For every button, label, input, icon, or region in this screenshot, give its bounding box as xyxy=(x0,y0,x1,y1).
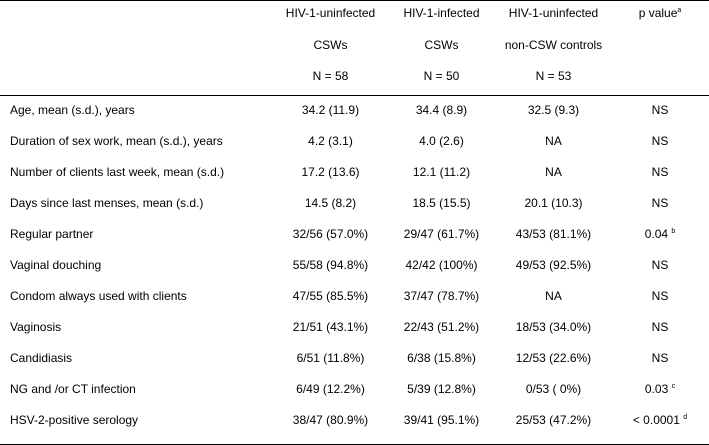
row-value-infected-csw: 6/38 (15.8%) xyxy=(407,351,476,365)
row-label: Candidiasis xyxy=(10,351,73,365)
row-pvalue xyxy=(611,351,709,365)
row-label: Vaginal douching xyxy=(10,258,102,272)
row-value-noncsw-control: 0/53 ( 0%) xyxy=(525,382,582,396)
row-pvalue xyxy=(611,227,709,241)
header-col3-line1: HIV-1-uninfected xyxy=(508,6,599,20)
row-label: NG and /or CT infection xyxy=(10,382,136,396)
pvalue-text: NS xyxy=(651,196,669,210)
row-value-infected-csw: 34.4 (8.9) xyxy=(415,103,468,117)
row-pvalue xyxy=(611,258,709,272)
pvalue-text: 0.03 xyxy=(644,382,669,396)
row-value-noncsw-control: 25/53 (47.2%) xyxy=(515,413,592,427)
row-value-infected-csw: 5/39 (12.8%) xyxy=(407,382,476,396)
row-pvalue xyxy=(611,289,709,303)
pvalue-footnote: d xyxy=(683,414,688,421)
row-label: Duration of sex work, mean (s.d.), years xyxy=(10,134,223,148)
header-rule xyxy=(0,95,709,96)
row-value-uninfected-csw: 14.5 (8.2) xyxy=(304,196,357,210)
top-rule xyxy=(0,0,709,1)
row-pvalue xyxy=(611,196,709,210)
row-pvalue xyxy=(611,134,709,148)
row-value-infected-csw: 22/43 (51.2%) xyxy=(403,320,480,334)
header-col1-line1: HIV-1-uninfected xyxy=(285,6,376,20)
pvalue-footnote: b xyxy=(671,228,676,235)
row-value-noncsw-control: 12/53 (22.6%) xyxy=(515,351,592,365)
row-value-uninfected-csw: 55/58 (94.8%) xyxy=(292,258,369,272)
row-value-noncsw-control: 18/53 (34.0%) xyxy=(515,320,592,334)
row-value-uninfected-csw: 21/51 (43.1%) xyxy=(292,320,369,334)
row-label: Days since last menses, mean (s.d.) xyxy=(10,196,204,210)
header-col2-line1: HIV-1-infected xyxy=(403,6,480,20)
pvalue-text: 0.04 xyxy=(644,227,669,241)
row-value-noncsw-control: 32.5 (9.3) xyxy=(527,103,580,117)
row-value-uninfected-csw: 34.2 (11.9) xyxy=(301,103,360,117)
row-pvalue xyxy=(611,413,709,427)
header-col3-line2: non-CSW controls xyxy=(504,38,603,52)
header-pvalue xyxy=(611,6,709,20)
row-value-noncsw-control: 49/53 (92.5%) xyxy=(515,258,592,272)
pvalue-text: NS xyxy=(651,320,669,334)
row-value-uninfected-csw: 6/51 (11.8%) xyxy=(296,351,365,365)
row-value-uninfected-csw: 47/55 (85.5%) xyxy=(292,289,369,303)
pvalue-text: NS xyxy=(651,258,669,272)
row-value-uninfected-csw: 38/47 (80.9%) xyxy=(292,413,369,427)
row-value-noncsw-control: NA xyxy=(545,134,562,148)
row-value-uninfected-csw: 4.2 (3.1) xyxy=(308,134,353,148)
row-value-infected-csw: 18.5 (15.5) xyxy=(412,196,471,210)
row-label: Age, mean (s.d.), years xyxy=(10,103,135,117)
row-value-infected-csw: 37/47 (78.7%) xyxy=(403,289,480,303)
pvalue-text: NS xyxy=(651,165,669,179)
row-value-infected-csw: 4.0 (2.6) xyxy=(419,134,464,148)
row-value-noncsw-control: 20.1 (10.3) xyxy=(524,196,583,210)
row-value-uninfected-csw: 6/49 (12.2%) xyxy=(296,382,365,396)
row-label: Condom always used with clients xyxy=(10,289,187,303)
row-label: Vaginosis xyxy=(10,320,62,334)
row-value-uninfected-csw: 32/56 (57.0%) xyxy=(292,227,369,241)
row-value-uninfected-csw: 17.2 (13.6) xyxy=(301,165,360,179)
header-col1-line2: CSWs xyxy=(313,38,348,52)
row-pvalue xyxy=(611,103,709,117)
header-col2-line3: N = 50 xyxy=(423,69,460,83)
row-value-noncsw-control: 43/53 (81.1%) xyxy=(515,227,592,241)
row-value-noncsw-control: NA xyxy=(545,289,562,303)
row-label: Number of clients last week, mean (s.d.) xyxy=(10,165,225,179)
row-value-infected-csw: 12.1 (11.2) xyxy=(412,165,471,179)
pvalue-text: < 0.0001 xyxy=(632,413,680,427)
header-pvalue-label: p value xyxy=(638,6,678,20)
row-pvalue xyxy=(611,382,709,396)
header-col3-line3: N = 53 xyxy=(535,69,572,83)
pvalue-text: NS xyxy=(651,134,669,148)
row-label: Regular partner xyxy=(10,227,94,241)
row-value-infected-csw: 39/41 (95.1%) xyxy=(403,413,480,427)
row-pvalue xyxy=(611,165,709,179)
row-value-infected-csw: 29/47 (61.7%) xyxy=(403,227,480,241)
header-col2-line2: CSWs xyxy=(424,38,459,52)
row-label: HSV-2-positive serology xyxy=(10,413,139,427)
row-pvalue xyxy=(611,320,709,334)
pvalue-text: NS xyxy=(651,351,669,365)
header-pvalue-footnote: a xyxy=(677,7,682,14)
pvalue-text: NS xyxy=(651,103,669,117)
row-value-infected-csw: 42/42 (100%) xyxy=(405,258,478,272)
header-col1-line3: N = 58 xyxy=(312,69,349,83)
pvalue-footnote: c xyxy=(671,383,676,390)
row-value-noncsw-control: NA xyxy=(545,165,562,179)
pvalue-text: NS xyxy=(651,289,669,303)
